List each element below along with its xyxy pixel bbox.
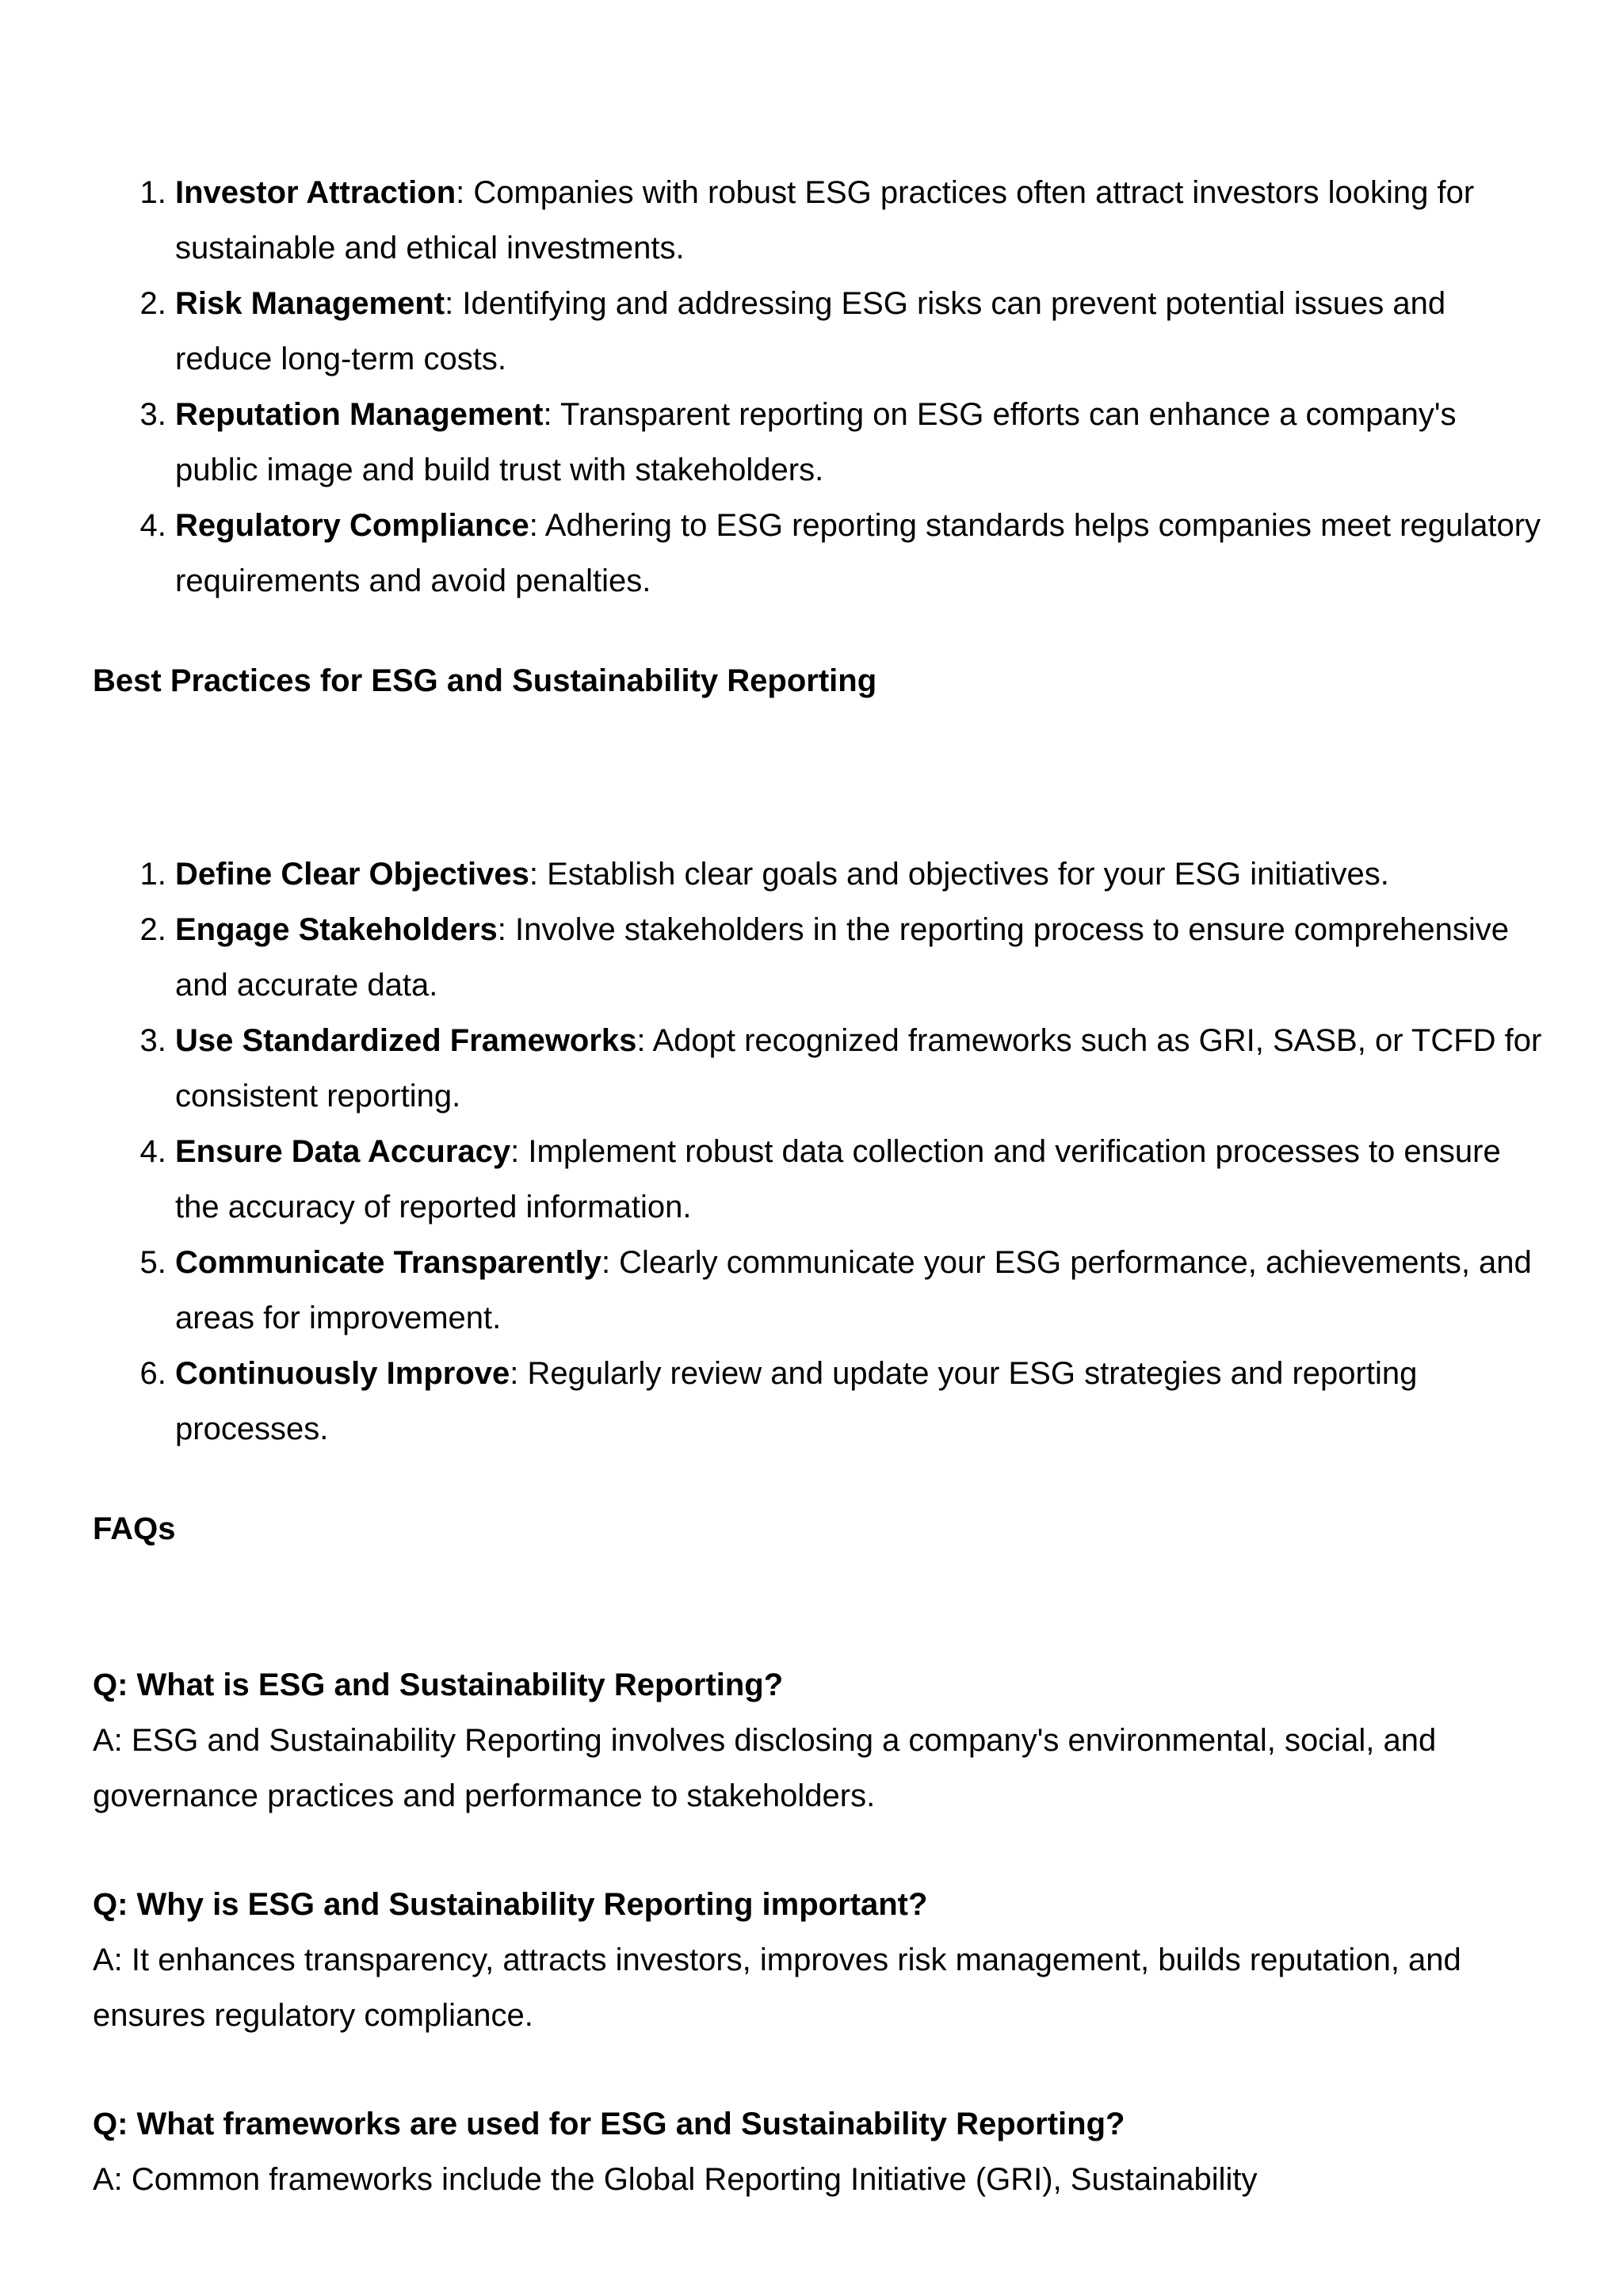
list-item xyxy=(175,276,1543,387)
list-item-text: : Implement robust data collection and verification processes to ensure the accuracy of reported information. xyxy=(175,1134,1501,1224)
faq-answer: A: Common frameworks include the Global Reporting Initiative (GRI), Sustainability xyxy=(93,2162,1258,2197)
faq-item xyxy=(93,2096,1543,2207)
list-item-title: Regulatory Compliance xyxy=(175,508,529,543)
list-item-title: Engage Stakeholders xyxy=(175,912,498,947)
list-item-text: : Companies with robust ESG practices often attract investors looking for sustainable and ethical investments. xyxy=(175,175,1475,266)
list-item-text: : Involve stakeholders in the reporting process to ensure comprehensive and accurate data. xyxy=(175,912,1510,1003)
list-item-text: : Transparent reporting on ESG efforts can enhance a company's public image and build trust with stakeholders. xyxy=(175,397,1457,487)
faq-question: Q: What is ESG and Sustainability Reporting? xyxy=(93,1668,784,1702)
list-item xyxy=(175,1124,1543,1235)
faq-answer: A: ESG and Sustainability Reporting involves disclosing a company's environmental, social, and governance practices and performance to stakeholders. xyxy=(93,1723,1437,1813)
faq-question: Q: What frameworks are used for ESG and Sustainability Reporting? xyxy=(93,2107,1125,2141)
document-body xyxy=(93,165,1543,2207)
list-item-title: Communicate Transparently xyxy=(175,1245,601,1280)
list-item xyxy=(175,387,1543,498)
list-item xyxy=(175,902,1543,1013)
list-item-title: Reputation Management xyxy=(175,397,544,432)
list-item-text: : Adhering to ESG reporting standards helps companies meet regulatory requirements and avoid penalties. xyxy=(175,508,1541,598)
list-item-title: Define Clear Objectives xyxy=(175,857,529,892)
list-item-text: : Clearly communicate your ESG performance, achievements, and areas for improvement. xyxy=(175,1245,1532,1335)
best-practices-list xyxy=(93,846,1543,1457)
list-item-title: Use Standardized Frameworks xyxy=(175,1023,637,1058)
list-item xyxy=(175,1235,1543,1346)
list-item-text: : Establish clear goals and objectives for your ESG initiatives. xyxy=(529,857,1389,892)
list-item xyxy=(175,498,1543,609)
faqs-heading: FAQs xyxy=(93,1511,176,1546)
faq-item xyxy=(93,1877,1543,2043)
list-item-title: Continuously Improve xyxy=(175,1356,510,1391)
list-item-title: Investor Attraction xyxy=(175,175,456,210)
list-item-text: : Adopt recognized frameworks such as GRI, SASB, or TCFD for consistent reporting. xyxy=(175,1023,1542,1114)
list-item-text: : Identifying and addressing ESG risks can prevent potential issues and reduce long-term costs. xyxy=(175,286,1446,376)
list-item xyxy=(175,1346,1543,1457)
list-item xyxy=(175,846,1543,902)
list-item xyxy=(175,1013,1543,1124)
list-item xyxy=(175,165,1543,276)
best-practices-heading: Best Practices for ESG and Sustainability Reporting xyxy=(93,663,877,698)
benefits-list xyxy=(93,165,1543,609)
faq-item xyxy=(93,1657,1543,1824)
faq-question: Q: Why is ESG and Sustainability Reporting important? xyxy=(93,1887,928,1922)
list-item-text: : Regularly review and update your ESG strategies and reporting processes. xyxy=(175,1356,1418,1446)
list-item-title: Ensure Data Accuracy xyxy=(175,1134,511,1169)
list-item-title: Risk Management xyxy=(175,286,445,321)
faq-answer: A: It enhances transparency, attracts investors, improves risk management, builds reputation, and ensures regulatory compliance. xyxy=(93,1943,1461,2033)
